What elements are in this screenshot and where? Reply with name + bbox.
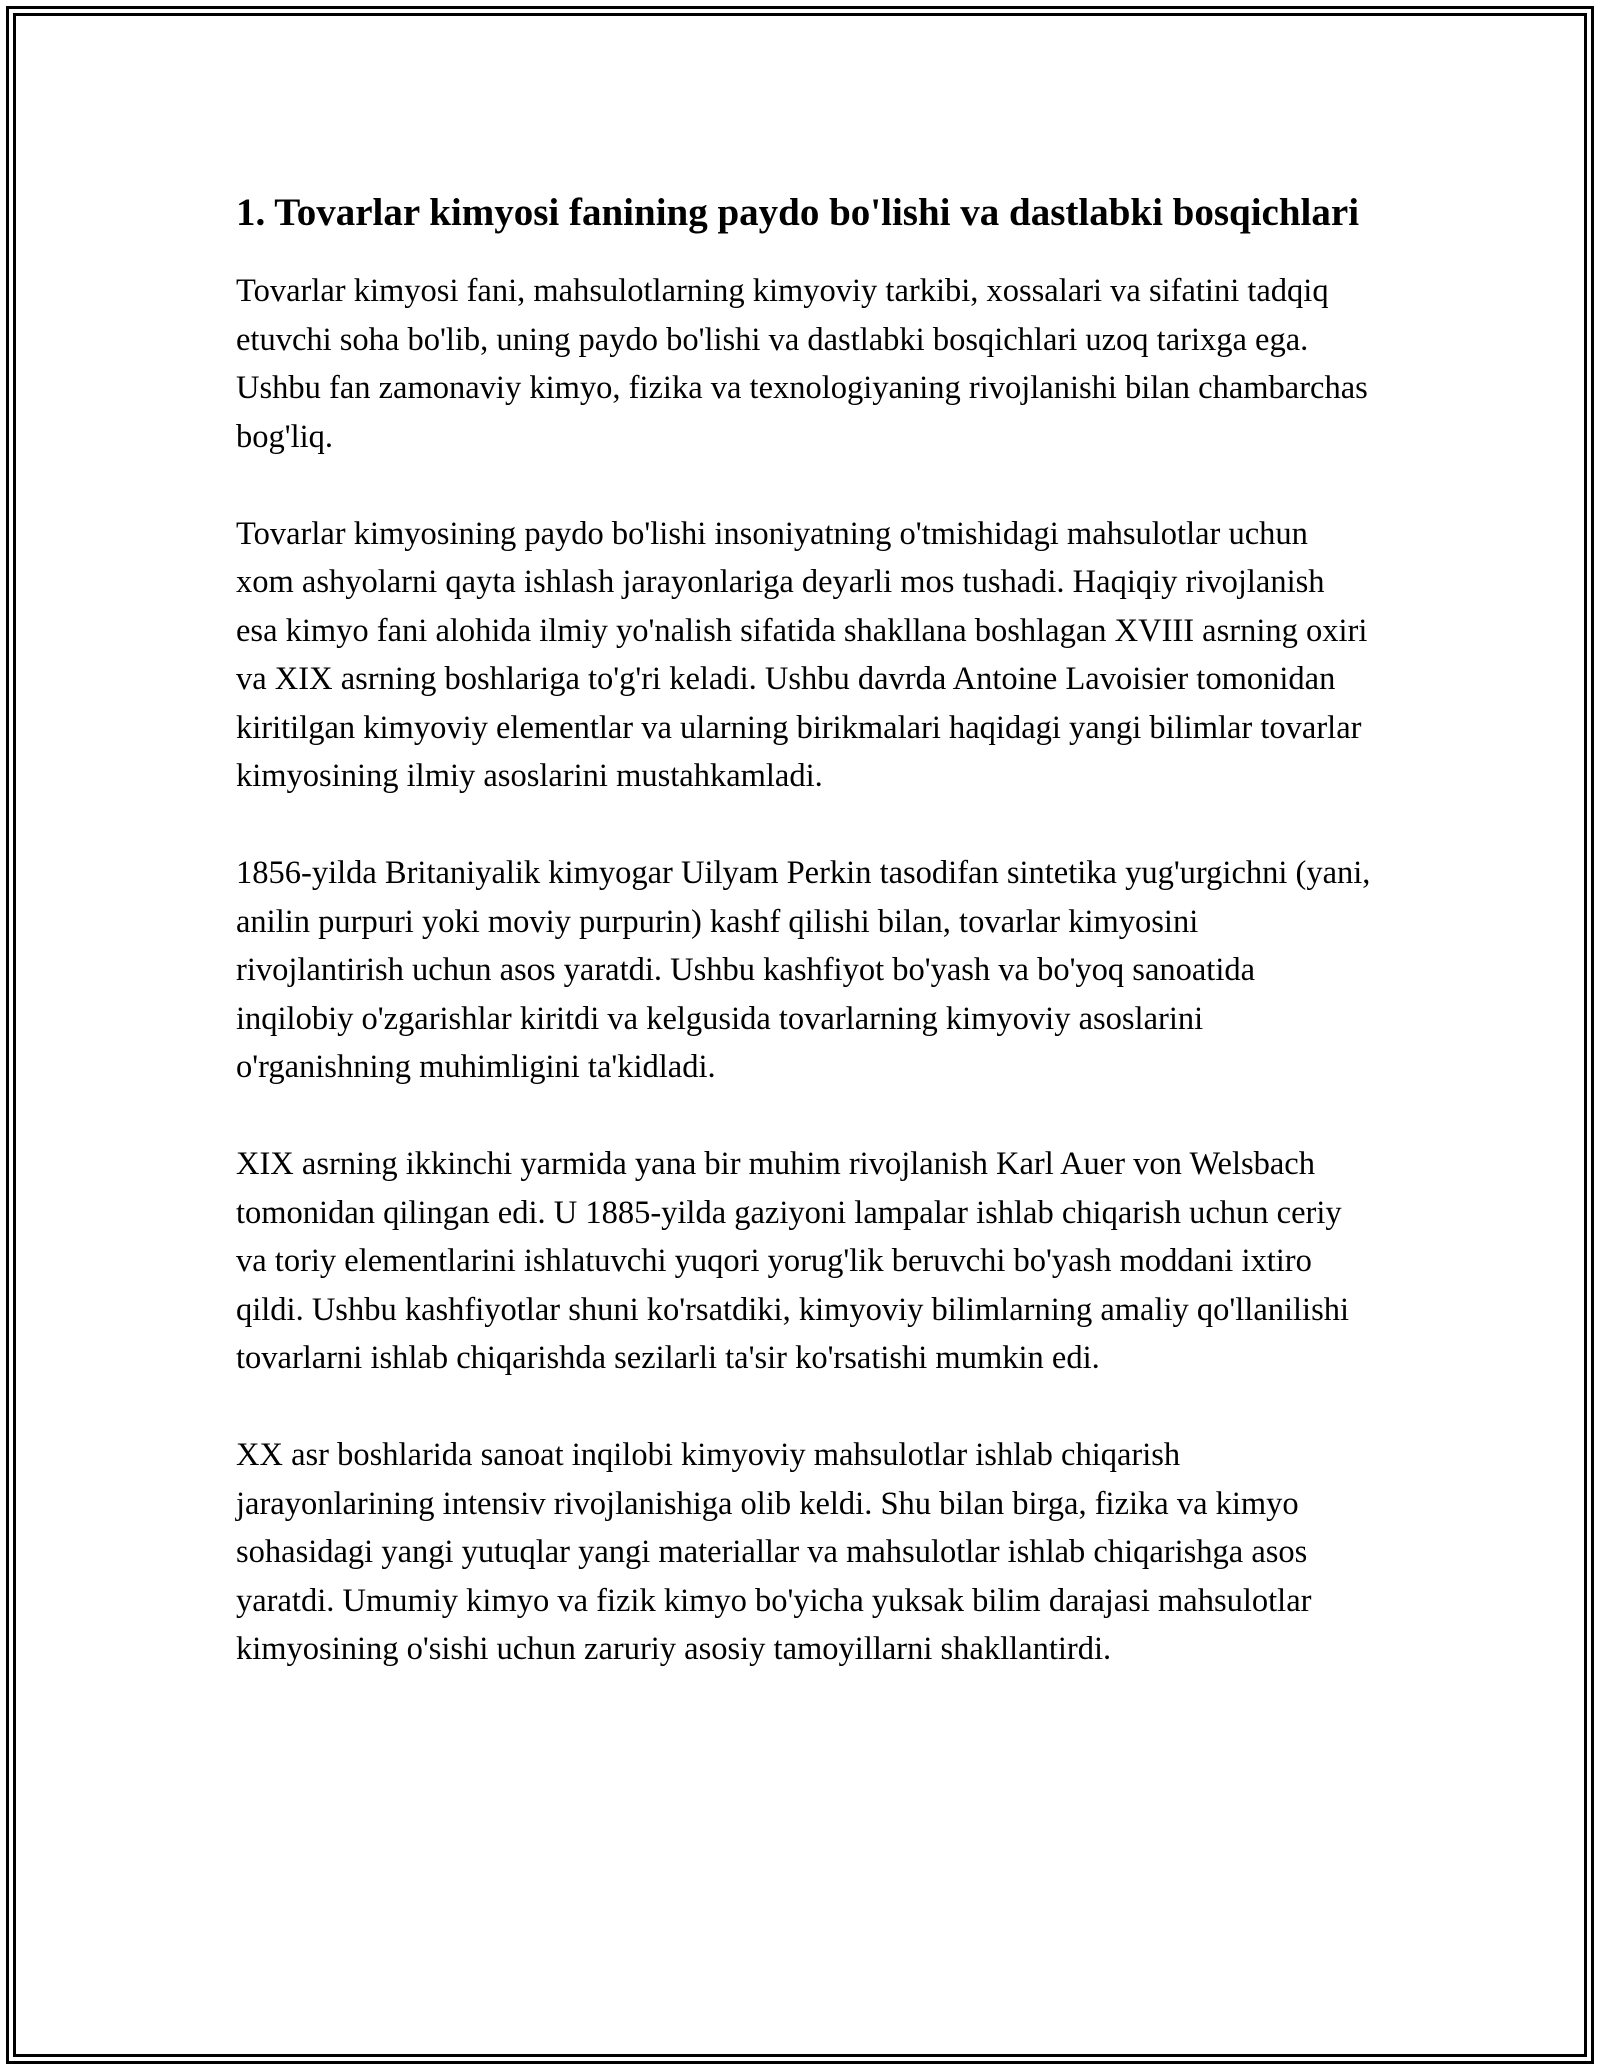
document-content (236, 185, 1372, 1722)
paragraph-twentieth-century: XX asr boshlarida sanoat inqilobi kimyoviy mahsulotlar ishlab chiqarish jarayonlarining intensiv rivojlanishiga olib keldi. Shu bilan birga, fizika va kimyo sohasidagi yangi yutuqlar yangi materiallar va mahsulotlar ishlab chiqarishga asos yaratdi. Umumiy kimyo va fizik kimyo bo'yicha yuksak bilim darajasi mahsulotlar kimyosining o'sishi uchun zaruriy asosiy tamoyillarni shakllantirdi. (236, 1437, 1312, 1667)
paragraph-welsbach: XIX asrning ikkinchi yarmida yana bir muhim rivojlanish Karl Auer von Welsbach tomonidan qilingan edi. U 1885-yilda gaziyoni lampalar ishlab chiqarish uchun ceriy va toriy elementlarini ishlatuvchi yuqori yorug'lik beruvchi bo'yash moddani ixtiro qildi. Ushbu kashfiyotlar shuni ko'rsatdiki, kimyoviy bilimlarning amaliy qo'llanilishi tovarlarni ishlab chiqarishda sezilarli ta'sir ko'rsatishi mumkin edi. (236, 1146, 1350, 1376)
paragraph-origins: Tovarlar kimyosining paydo bo'lishi insoniyatning o'tmishidagi mahsulotlar uchun xom ashyolarni qayta ishlash jarayonlariga deyarli mos tushadi. Haqiqiy rivojlanish esa kimyo fani alohida ilmiy yo'nalish sifatida shakllana boshlagan XVIII asrning oxiri va XIX asrning boshlariga to'g'ri keladi. Ushbu davrda Antoine Lavoisier tomonidan kiritilgan kimyoviy elementlar va ularning birikmalari haqidagi yangi bilimlar tovarlar kimyosining ilmiy asoslarini mustahkamladi. (236, 515, 1368, 794)
paragraph-intro: Tovarlar kimyosi fani, mahsulotlarning kimyoviy tarkibi, xossalari va sifatini tadqiq etuvchi soha bo'lib, uning paydo bo'lishi va dastlabki bosqichlari uzoq tarixga ega. Ushbu fan zamonaviy kimyo, fizika va texnologiyaning rivojlanishi bilan chambarchas bog'liq. (236, 273, 1368, 455)
paragraph-perkin: 1856-yilda Britaniyalik kimyogar Uilyam Perkin tasodifan sintetika yug'urgichni (yani, anilin purpuri yoki moviy purpurin) kashf qilishi bilan, tovarlar kimyosini rivojlantirish uchun asos yaratdi. Ushbu kashfiyot bo'yash va bo'yoq sanoatida inqilobiy o'zgarishlar kiritdi va kelgusida tovarlarning kimyoviy asoslarini o'rganishning muhimligini ta'kidladi. (236, 855, 1371, 1085)
section-heading: 1. Tovarlar kimyosi fanining paydo bo'lishi va dastlabki bosqichlari (236, 191, 1360, 234)
